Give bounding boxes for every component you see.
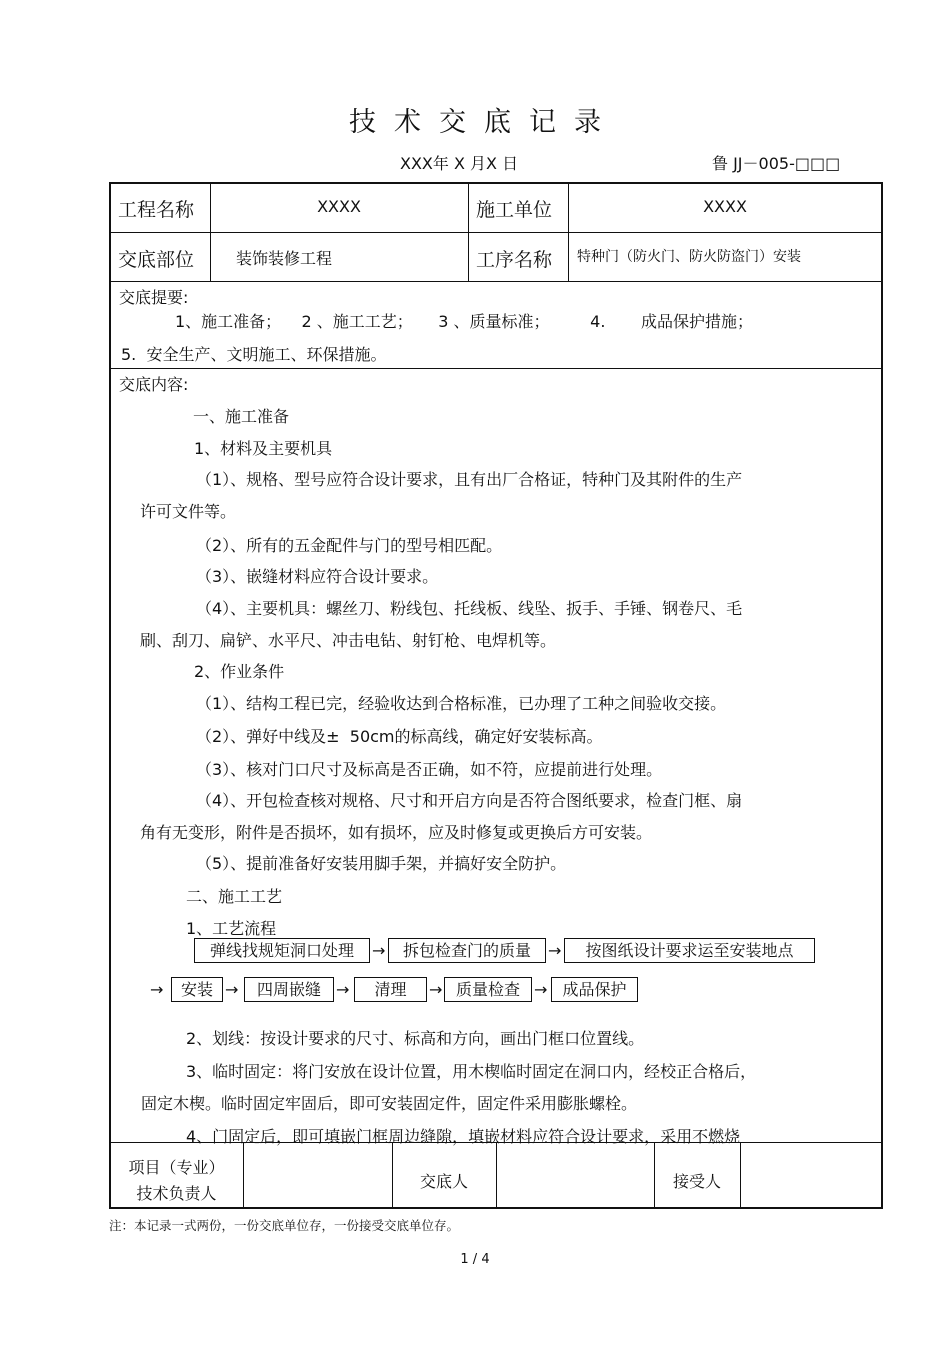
document-title: 技术交底记录 xyxy=(349,107,619,138)
document-code: 鲁 JJ－005-□□□ xyxy=(712,154,841,173)
flow-step-box: 成品保护 xyxy=(551,977,638,1002)
summary-line-2: 5. 安全生产、文明施工、环保措施。 xyxy=(121,345,387,364)
construction-unit-value: XXXX xyxy=(703,197,747,216)
flow-step-box: 清理 xyxy=(354,977,427,1002)
content-line: 固定木楔。临时固定牢固后，即可安装固定件，固定件采用膨胀螺栓。 xyxy=(141,1094,638,1113)
content-line: （1）、结构工程已完，经验收达到合格标准，已办理了工种之间验收交接。 xyxy=(196,694,727,713)
date-line: XXX年 X 月X 日 xyxy=(400,154,519,173)
content-label: 交底内容: xyxy=(119,375,189,394)
content-line: 4、门固定后，即可填嵌门框周边缝隙，填嵌材料应符合设计要求，采用不燃烧 xyxy=(186,1127,741,1146)
subsection-heading: 2、作业条件 xyxy=(194,662,285,681)
content-line: （4）、主要机具：螺丝刀、粉线包、托线板、线坠、扳手、手锤、钢卷尺、毛 xyxy=(196,599,743,618)
flow-step-box: 安装 xyxy=(171,977,223,1002)
content-line: 角有无变形，附件是否损坏，如有损坏，应及时修复或更换后方可安装。 xyxy=(140,823,653,842)
footnote: 注：本记录一式两份，一份交底单位存，一份接受交底单位存。 xyxy=(109,1218,460,1233)
subsection-heading: 1、工艺流程 xyxy=(186,919,277,938)
arrow-right-icon: → xyxy=(534,980,548,999)
col-divider xyxy=(496,1142,497,1208)
col-divider xyxy=(468,183,469,281)
project-name-value: XXXX xyxy=(317,197,361,216)
construction-unit-label: 施工单位 xyxy=(476,199,553,221)
row-divider xyxy=(110,368,882,369)
flow-step-box: 拆包检查门的质量 xyxy=(388,938,546,963)
content-line: 许可文件等。 xyxy=(140,502,237,521)
col-divider xyxy=(243,1142,244,1208)
content-line: 刷、刮刀、扁铲、水平尺、冲击电钻、射钉枪、电焊机等。 xyxy=(140,631,557,650)
arrow-right-icon: → xyxy=(336,980,350,999)
summary-line-1: 1、施工准备； 2 、施工工艺； 3 、质量标准； 4. 成品保护措施； xyxy=(175,312,754,331)
process-label: 工序名称 xyxy=(476,249,553,271)
receiver-label: 接受人 xyxy=(672,1172,721,1191)
arrow-right-icon: → xyxy=(225,980,239,999)
content-line: （5）、提前准备好安装用脚手架，并搞好安全防护。 xyxy=(196,854,567,873)
flow-step-box: 四周嵌缝 xyxy=(244,977,334,1002)
content-line: （3）、嵌缝材料应符合设计要求。 xyxy=(196,567,439,586)
content-line: （4）、开包检查核对规格、尺寸和开启方向是否符合图纸要求，检查门框、扇 xyxy=(196,791,743,810)
content-line: 2、划线：按设计要求的尺寸、标高和方向，画出门框口位置线。 xyxy=(186,1029,645,1048)
arrow-right-icon: → xyxy=(372,941,386,960)
content-line: （2）、弹好中线及± 50cm的标高线，确定好安装标高。 xyxy=(196,727,603,746)
col-divider xyxy=(740,1142,741,1208)
row-divider xyxy=(110,281,882,282)
content-line: （2）、所有的五金配件与门的型号相匹配。 xyxy=(196,536,503,555)
flow-step-box: 弹线找规矩洞口处理 xyxy=(194,938,370,963)
arrow-right-icon: → xyxy=(548,941,562,960)
subsection-heading: 1、材料及主要机具 xyxy=(194,439,333,458)
process-value: 特种门（防火门、防火防盗门）安装 xyxy=(577,249,801,265)
arrow-right-icon: → xyxy=(150,980,164,999)
flow-step-box: 按图纸设计要求运至安装地点 xyxy=(564,938,815,963)
discloser-label: 交底人 xyxy=(419,1172,468,1191)
section-heading: 二、施工工艺 xyxy=(186,887,283,906)
row-divider xyxy=(110,232,882,233)
flow-step-box: 质量检查 xyxy=(444,977,532,1002)
content-line: 3、临时固定：将门安放在设计位置，用木楔临时固定在洞口内，经校正合格后， xyxy=(186,1062,757,1081)
summary-label: 交底提要: xyxy=(119,288,189,307)
technical-leader-label-line2: 技术负责人 xyxy=(136,1184,217,1203)
project-name-label: 工程名称 xyxy=(118,199,195,221)
content-line: （3）、核对门口尺寸及标高是否正确，如不符，应提前进行处理。 xyxy=(196,760,663,779)
section-heading: 一、施工准备 xyxy=(193,407,290,426)
part-label: 交底部位 xyxy=(118,249,195,271)
technical-leader-label-line1: 项目（专业） xyxy=(128,1158,225,1177)
content-line: （1）、规格、型号应符合设计要求，且有出厂合格证，特种门及其附件的生产 xyxy=(196,470,743,489)
arrow-right-icon: → xyxy=(429,980,443,999)
part-value: 装饰装修工程 xyxy=(236,249,333,268)
page-number: 1 / 4 xyxy=(460,1252,490,1267)
